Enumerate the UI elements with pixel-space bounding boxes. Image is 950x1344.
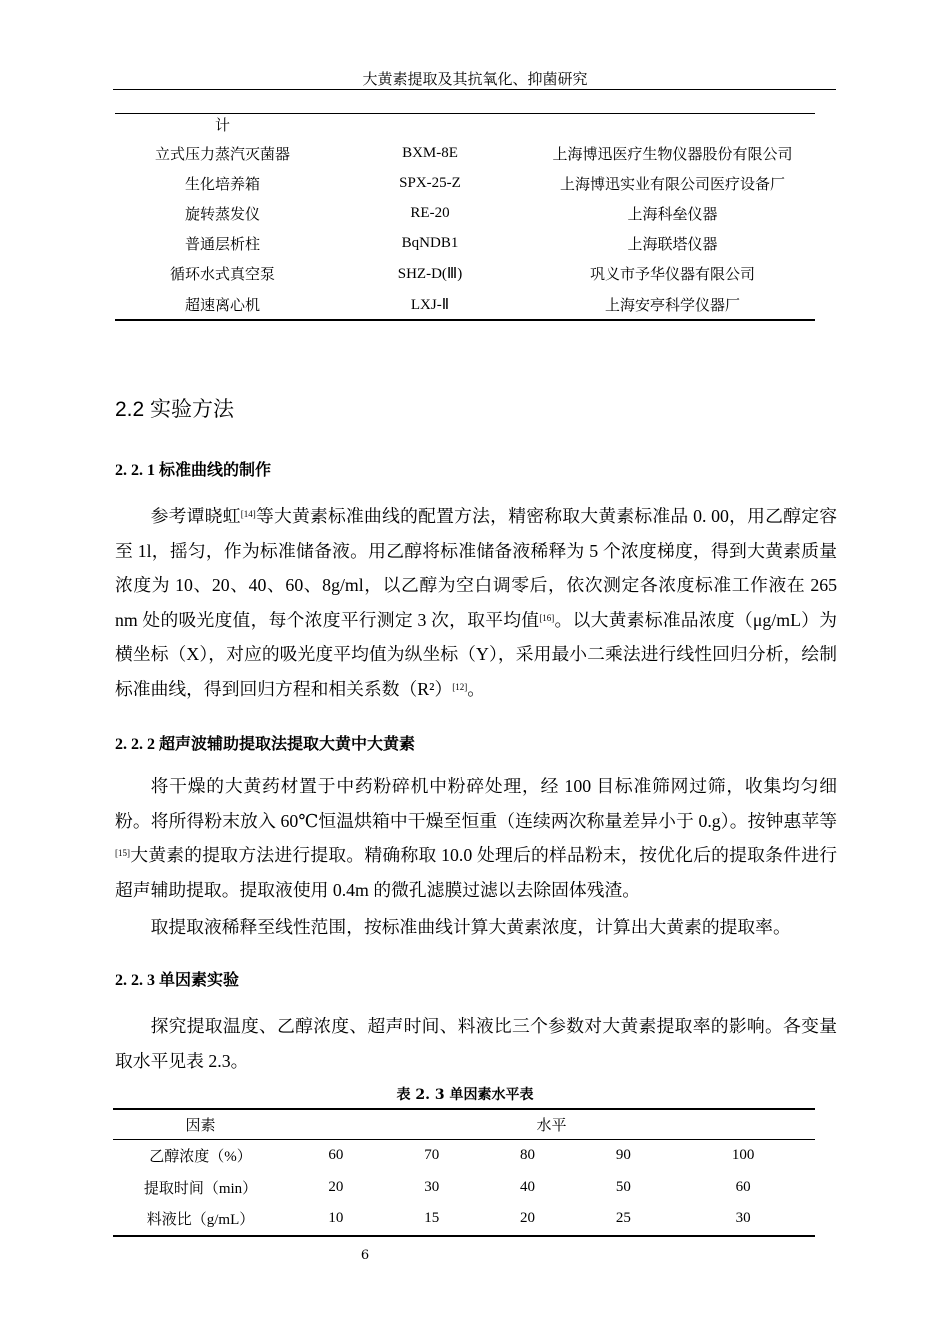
- paragraph-extraction: [115, 769, 837, 907]
- table-cell: 20: [520, 1210, 536, 1227]
- text: 参考谭晓虹: [150, 506, 241, 526]
- table-cell: 上海安亭科学仪器厂: [604, 297, 740, 314]
- table-cell: 10: [328, 1210, 344, 1227]
- table-cell: [530, 114, 815, 138]
- table-cell: 90: [615, 1147, 631, 1164]
- page-number: 6: [360, 1248, 370, 1263]
- table-cell: 计: [214, 118, 230, 134]
- table-header-row: [113, 1110, 815, 1140]
- text: 等大黄素标准曲线的配置方法，精密称取大黄素标准品 0. 00，用乙醇定容至 1l，摇匀，作为标准储备液。用乙醇将标准储备液稀释为 5 个浓度梯度，得到大黄素质量浓度为 10、20、40、60、8g/ml，以乙醇为空白调零后，依次测定各浓度标准工作液在 265 nm 处的吸光度值，每个浓度平行测定 3 次，取平均值: [115, 506, 837, 630]
- table-row: [115, 289, 815, 319]
- table-cell: 100: [731, 1147, 755, 1164]
- header-factor: 因素: [113, 1110, 288, 1140]
- text: 大黄素的提取方法进行提取。精确称取 10.0 处理后的样品粉末，按优化后的提取条件进行超声辅助提取。提取液使用 0.4m 的微孔滤膜过滤以去除固体残渣。: [115, 845, 837, 900]
- table-row: [115, 168, 815, 198]
- citation: [14]: [240, 509, 256, 519]
- subsection-heading-2-2-1: 2. 2. 1 标准曲线的制作: [115, 462, 272, 479]
- section-heading: 2.2 实验方法: [115, 398, 235, 421]
- table-row: [115, 114, 815, 138]
- subsection-heading-2-2-3: 2. 2. 3 单因素实验: [115, 972, 240, 989]
- table-row: [113, 1172, 815, 1204]
- table-cell: 生化培养箱: [184, 176, 260, 193]
- table-cell: BqNDB1: [401, 235, 459, 252]
- paragraph-single-factor: 探究提取温度、乙醇浓度、超声时间、料液比三个参数对大黄素提取率的影响。各变量取水平见表 2.3。: [115, 1016, 837, 1071]
- table-cell: 60: [735, 1178, 751, 1195]
- equipment-table: [115, 113, 815, 321]
- table-row: [115, 259, 815, 289]
- table-cell: 30: [735, 1210, 751, 1227]
- citation: [12]: [452, 681, 468, 692]
- table-cell: LXJ-Ⅱ: [410, 296, 450, 313]
- table-cell: 提取时间（min）: [143, 1180, 258, 1197]
- table-row: [113, 1140, 815, 1172]
- table-cell: 40: [520, 1178, 536, 1195]
- table-cell: RE-20: [410, 204, 450, 221]
- table-cell: 上海博迅医疗生物仪器股份有限公司: [552, 146, 793, 163]
- table-cell: 70: [424, 1147, 440, 1164]
- table-cell: 15: [424, 1210, 440, 1227]
- paragraph-standard-curve: [115, 499, 837, 707]
- subsection-heading-2-2-2: 2. 2. 2 超声波辅助提取法提取大黄中大黄素: [115, 736, 416, 753]
- table-cell: 超速离心机: [184, 297, 260, 314]
- table-cell: 立式压力蒸汽灭菌器: [154, 146, 290, 163]
- table-cell: 20: [328, 1178, 344, 1195]
- table-row: [115, 198, 815, 228]
- table-cell: BXM-8E: [402, 144, 458, 161]
- table-cell: 25: [615, 1210, 631, 1227]
- table-caption: 表 2. 3 单因素水平表: [396, 1087, 534, 1103]
- table-cell: SPX-25-Z: [399, 174, 461, 191]
- table-cell: 料液比（g/mL）: [146, 1212, 255, 1229]
- table-cell: 普通层析柱: [184, 237, 260, 254]
- table-cell: 60: [328, 1147, 344, 1164]
- header-level: 水平: [288, 1110, 815, 1140]
- text: 。以大黄素标准品浓度（μg/mL）为横坐标（X），对应的吸光度平均值为纵坐标（Y），采用最小二乘法进行线性回归分析，绘制标准曲线，得到回归方程和相关系数（R²）: [115, 609, 837, 699]
- table-cell: 巩义市予华仪器有限公司: [589, 267, 755, 284]
- factor-table: [113, 1108, 815, 1237]
- citation: [16]: [539, 612, 555, 623]
- table-row: [115, 229, 815, 259]
- table-cell: SHZ-D(Ⅲ): [397, 266, 463, 283]
- table-cell: 50: [615, 1178, 631, 1195]
- table-cell: 乙醇浓度（%）: [149, 1149, 252, 1166]
- table-cell: 80: [520, 1147, 536, 1164]
- table-row: [115, 138, 815, 168]
- table-cell: 旋转蒸发仪: [184, 206, 260, 223]
- text: 将干燥的大黄药材置于中药粉碎机中粉碎处理，经 100 目标准筛网过筛，收集均匀细粉。将所得粉末放入 60℃恒温烘箱中干燥至恒重（连续两次称量差异小于 0.g）。按钟惠苹等: [115, 776, 837, 831]
- paragraph-extraction-rate: 取提取液稀释至线性范围，按标准曲线计算大黄素浓度，计算出大黄素的提取率。: [150, 917, 791, 937]
- table-cell: 循环水式真空泵: [169, 267, 275, 284]
- table-cell: [330, 114, 530, 138]
- table-cell: 上海博迅实业有限公司医疗设备厂: [559, 176, 785, 193]
- text: 。: [467, 678, 486, 699]
- table-cell: 30: [424, 1178, 440, 1195]
- running-header: 大黄素提取及其抗氧化、抑菌研究: [362, 70, 588, 88]
- citation: [15]: [115, 848, 130, 859]
- table-cell: 上海联塔仪器: [627, 237, 718, 254]
- table-row: [113, 1203, 815, 1235]
- table-cell: 上海科垒仪器: [627, 206, 718, 223]
- header-rule: [113, 89, 836, 90]
